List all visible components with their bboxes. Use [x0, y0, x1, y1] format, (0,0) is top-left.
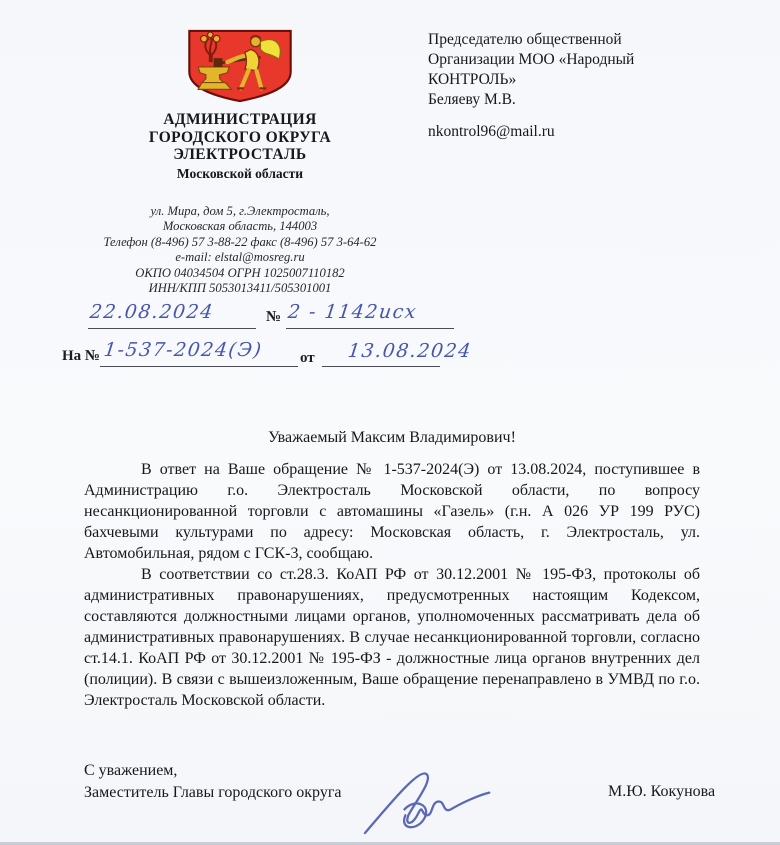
salutation: Уважаемый Максим Владимирович! [268, 429, 516, 446]
closing-block [84, 760, 342, 804]
closing-regards: С уважением, [84, 762, 178, 779]
address-line: Московская область, 144003 [162, 219, 318, 234]
letter-body [84, 427, 700, 711]
reference-block [60, 296, 474, 386]
recipient-line: Беляеву М.В. [428, 91, 516, 108]
org-address-block [55, 204, 425, 298]
org-region-line: Московской области [176, 165, 304, 181]
handwritten-outgoing-number: 2 - 1142исх [286, 301, 419, 323]
recipient-line: Организации МОО «Народный [428, 51, 635, 68]
address-line: e-mail: elstal@mosreg.ru [175, 250, 305, 265]
recipient-email: nkontrol96@mail.ru [428, 123, 555, 140]
recipient-line: Председателю общественной [428, 31, 622, 48]
letterhead [55, 28, 425, 297]
handwritten-outgoing-date: 22.08.2024 [88, 301, 216, 323]
reply-to-label: На № [62, 348, 100, 364]
number-sign-label: № [266, 309, 282, 325]
incoming-date-underline [322, 366, 440, 367]
recipient-line: КОНТРОЛЬ» [428, 71, 517, 88]
handwritten-incoming-number: 1-537-2024(Э) [102, 339, 264, 361]
address-line: ул. Мира, дом 5, г.Электросталь, [150, 203, 330, 218]
body-paragraph: В ответ на Ваше обращение № 1-537-2024(Э) от 13.08.2024, поступившее в Администрацию г.о. Электросталь Московской области, по вопросу несанкционированной торговли с автомашины «Газель» (г.н. А 026 УР 199 РУС) бахчевыми культурами по адресу: Московская область, г. Электросталь, ул. Автомобильная, рядом с ГСК-3, сообщаю. [84, 461, 700, 562]
handwritten-incoming-date: 13.08.2024 [346, 340, 474, 362]
address-line: ОКПО 04034504 ОГРН 1025007110182 [135, 265, 345, 280]
from-label: от [300, 350, 315, 366]
org-name-line: ГОРОДСКОГО ОКРУГА [148, 128, 332, 146]
handwritten-signature-icon [360, 764, 510, 838]
date-underline [88, 328, 256, 329]
body-paragraph: В соответствии со ст.28.3. КоАП РФ от 30.12.2001 № 195-ФЗ, протоколы об административных правонарушениях, предусмотренных настоящим Кодексом, составляются должностными лицами органов, уполномоченных рассматривать дела об административных правонарушениях. В случае несанкционированной торговли, согласно ст.14.1. КоАП РФ от 30.12.2001 № 195-ФЗ - должностные лица органов внутренних дел (полиции). В связи с вышеизложенным, Ваше обращение перенаправлено в УМВД по г.о. Электросталь Московской области. [84, 566, 700, 709]
recipient-block [428, 30, 743, 142]
incoming-number-underline [100, 366, 298, 367]
number-underline [286, 328, 454, 329]
address-line: Телефон (8-496) 57 3-88-22 факс (8-496) 57 3-64-62 [103, 234, 377, 249]
elektrostal-coat-of-arms-icon [184, 28, 296, 104]
closing-position-title: Заместитель Главы городского округа [84, 784, 342, 801]
signer-name: М.Ю. Кокунова [608, 783, 716, 800]
org-name-line: АДМИНИСТРАЦИЯ [163, 111, 317, 128]
org-name-line: ЭЛЕКТРОСТАЛЬ [173, 146, 307, 163]
address-line: ИНН/КПП 5053013411/505301001 [148, 281, 332, 296]
